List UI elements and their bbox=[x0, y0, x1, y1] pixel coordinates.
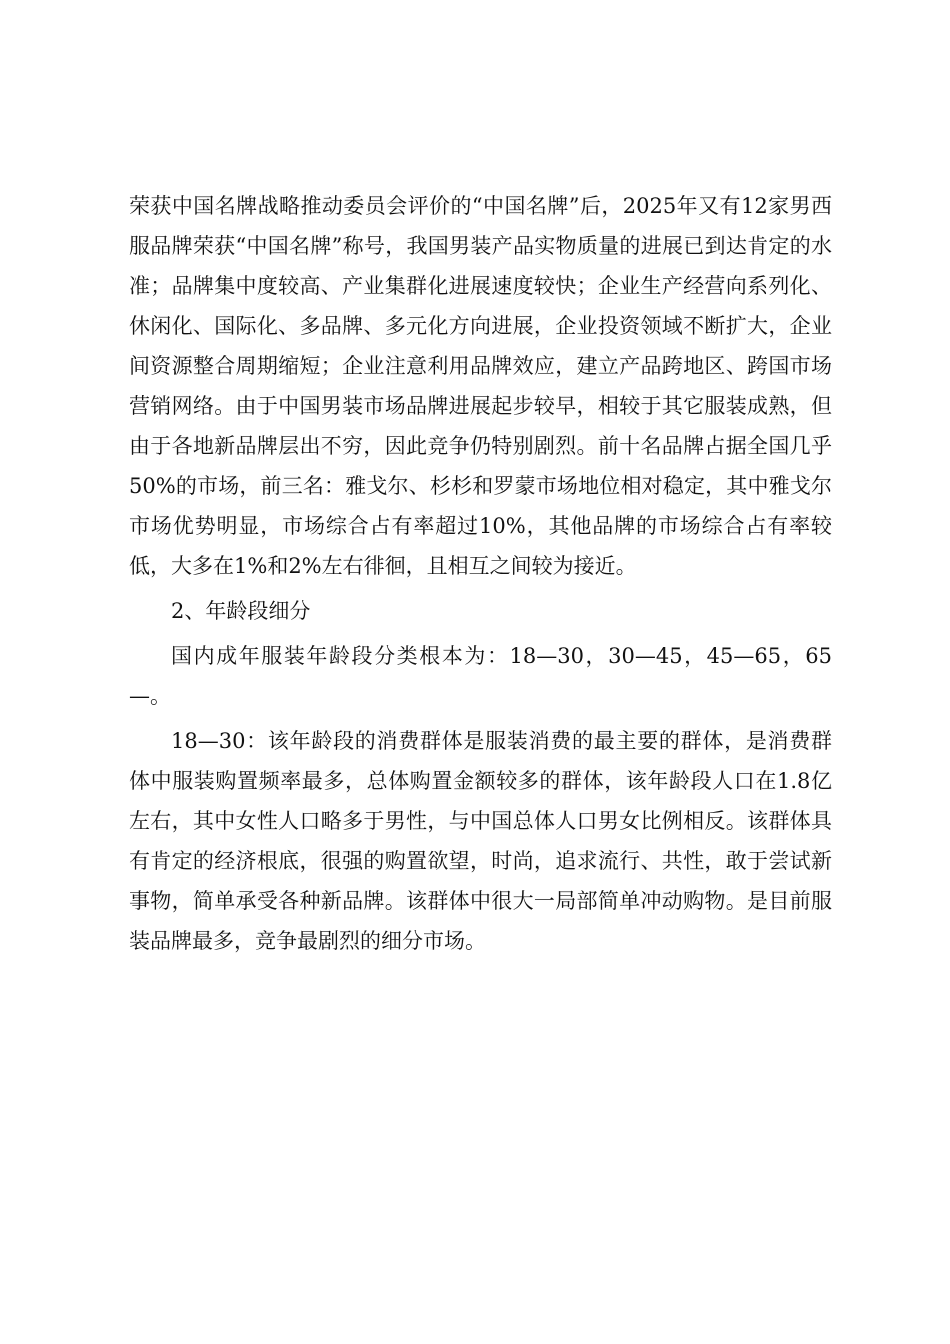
document-body bbox=[129, 186, 832, 961]
section-heading-age-segmentation: 2、年龄段细分 bbox=[171, 599, 311, 623]
paragraph-age-18-30: 18—30：该年龄段的消费群体是服装消费的最主要的群体，是消费群体中服装购置频率最多，总体购置金额较多的群体，该年龄段人口在1.8亿左右，其中女性人口略多于男性，与中国总体人口男女比例相反。该群体具有肯定的经济根底，很强的购置欲望，时尚，追求流行、共性，敢于尝试新事物，简单承受各种新品牌。该群体中很大一局部简单冲动购物。是目前服装品牌最多，竞争最剧烈的细分市场。 bbox=[129, 729, 832, 953]
paragraph-age-groups: 国内成年服装年龄段分类根本为：18—30，30—45，45—65，65—。 bbox=[129, 644, 832, 708]
paragraph-market-competition: 荣获中国名牌战略推动委员会评价的“中国名牌”后，2025年又有12家男西服品牌荣获“中国名牌”称号，我国男装产品实物质量的进展已到达肯定的水准；品牌集中度较高、产业集群化进展速度较快；企业生产经营向系列化、休闲化、国际化、多品牌、多元化方向进展，企业投资领域不断扩大，企业间资源整合周期缩短；企业注意利用品牌效应，建立产品跨地区、跨国市场营销网络。由于中国男装市场品牌进展起步较早，相较于其它服装成熟，但由于各地新品牌层出不穷，因此竞争仍特别剧烈。前十名品牌占据全国几乎50%的市场，前三名：雅戈尔、杉杉和罗蒙市场地位相对稳定，其中雅戈尔市场优势明显，市场综合占有率超过10%，其他品牌的市场综合占有率较低，大多在1%和2%左右徘徊，且相互之间较为接近。 bbox=[129, 194, 832, 578]
